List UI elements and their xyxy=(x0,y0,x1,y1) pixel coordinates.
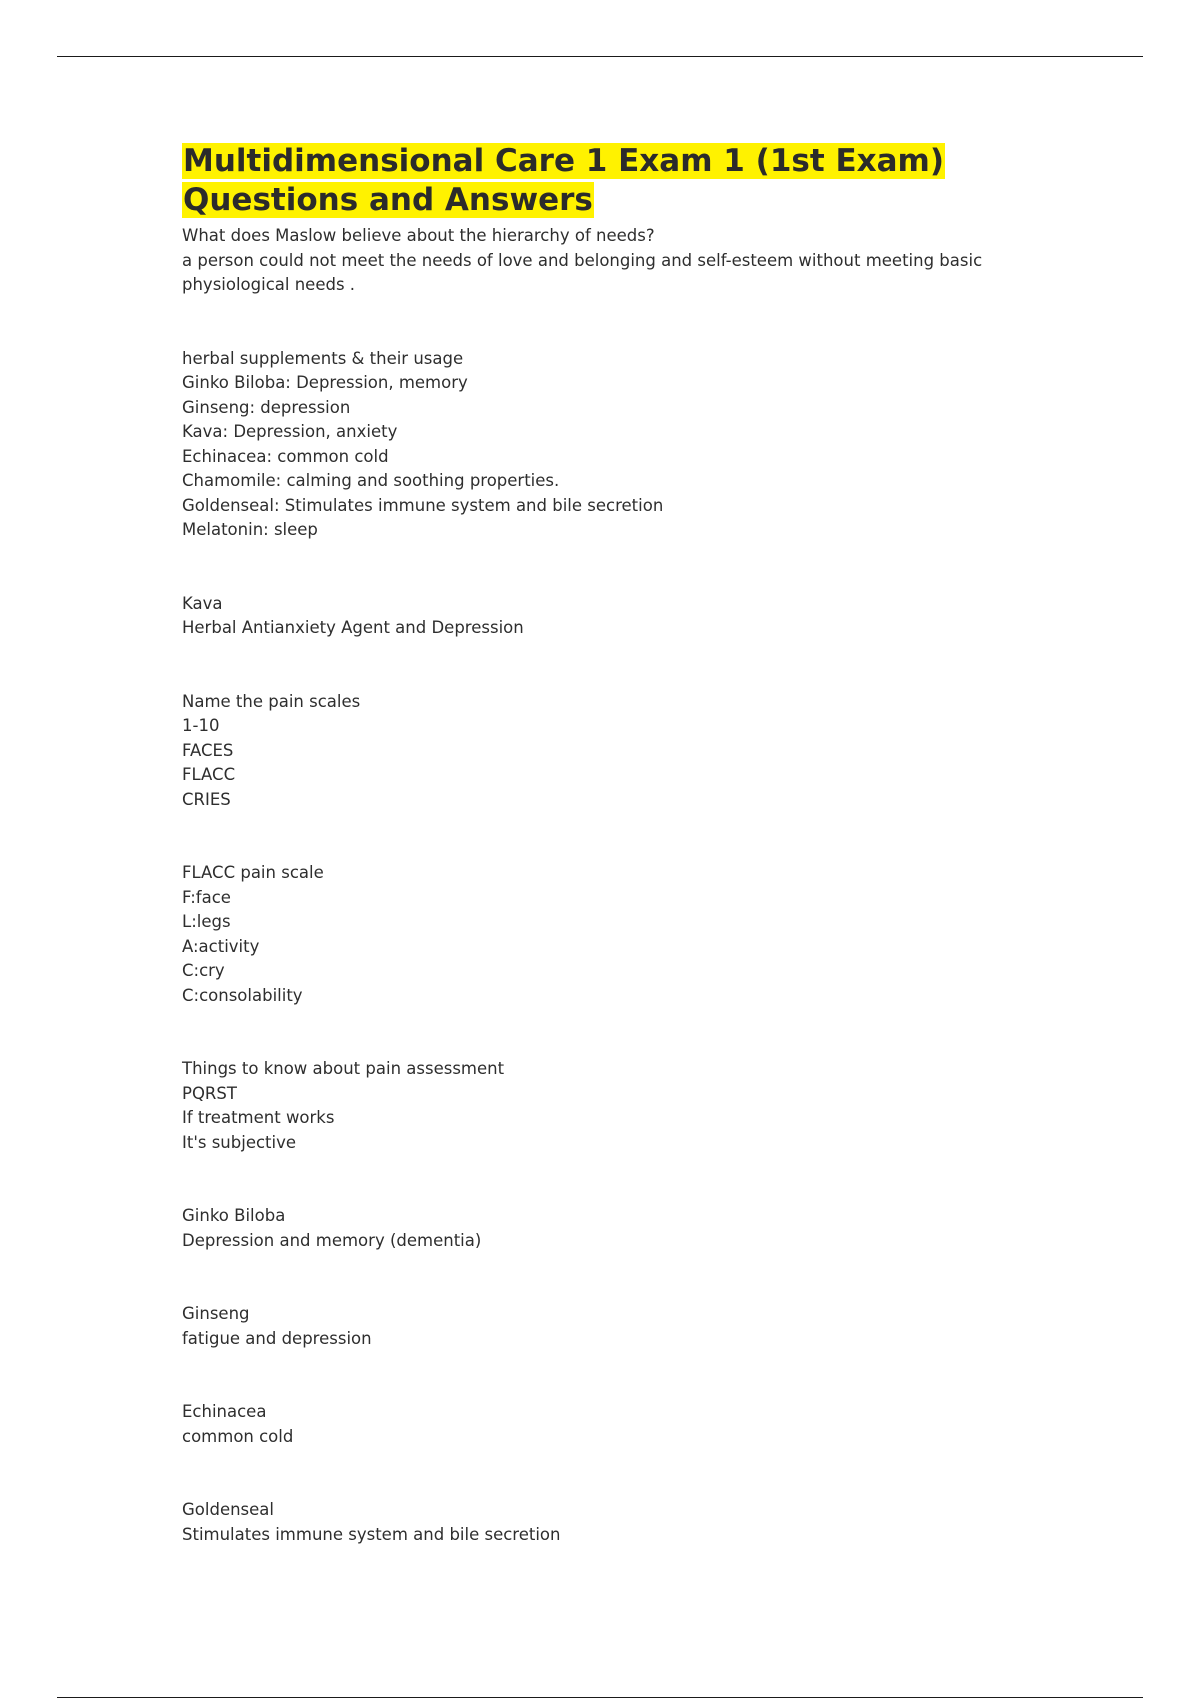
answer-text: Herbal Antianxiety Agent and Depression xyxy=(182,618,524,637)
qa-entry xyxy=(182,861,1002,1008)
question-text: Echinacea xyxy=(182,1402,267,1421)
answer-text: Echinacea: common cold xyxy=(182,446,389,466)
answer-text: It's subjective xyxy=(182,1132,297,1152)
answer-text: C:cry xyxy=(182,961,225,980)
answer-text: a person could not meet the needs of love and belonging and self-esteem without meeting basic physiological needs . xyxy=(182,250,983,294)
answer-text: A:activity xyxy=(182,936,260,956)
qa-entry xyxy=(182,690,1002,813)
qa-entry xyxy=(182,1204,1002,1253)
question-text: FLACC pain scale xyxy=(182,863,324,882)
title-highlight: Multidimensional Care 1 Exam 1 (1st Exam) Questions and Answers xyxy=(183,143,945,218)
answer-text: C:consolability xyxy=(182,985,303,1005)
answer-text: Stimulates immune system and bile secretion xyxy=(182,1524,561,1544)
answer-text: FLACC xyxy=(182,765,236,784)
document-body xyxy=(182,142,1002,1596)
answer-text: Ginko Biloba: Depression, memory xyxy=(182,373,468,392)
question-text: Ginseng xyxy=(182,1304,250,1323)
question-text: Ginko Biloba xyxy=(182,1206,286,1225)
question-text: Goldenseal xyxy=(182,1500,274,1519)
answer-text: Goldenseal: Stimulates immune system and bile secretion xyxy=(182,495,664,515)
answer-text: If treatment works xyxy=(182,1108,335,1127)
header-rule xyxy=(57,56,1143,57)
qa-list xyxy=(182,224,1002,1547)
answer-text: fatigue and depression xyxy=(182,1328,372,1348)
answer-text: Chamomile: calming and soothing properties. xyxy=(182,471,560,490)
qa-entry xyxy=(182,592,1002,641)
qa-entry xyxy=(182,1302,1002,1351)
answer-text: common cold xyxy=(182,1426,294,1446)
answer-text: CRIES xyxy=(182,789,231,809)
question-text: herbal supplements & their usage xyxy=(182,348,464,368)
footer-rule xyxy=(57,1697,1143,1698)
document-title xyxy=(182,142,1002,220)
qa-entry xyxy=(182,1057,1002,1155)
answer-text: Depression and memory (dementia) xyxy=(182,1230,482,1250)
answer-text: Kava: Depression, anxiety xyxy=(182,422,398,441)
answer-text: Melatonin: sleep xyxy=(182,520,318,539)
answer-text: Ginseng: depression xyxy=(182,397,351,417)
qa-entry xyxy=(182,347,1002,543)
answer-text: L:legs xyxy=(182,912,231,931)
question-text: Kava xyxy=(182,593,223,613)
qa-entry xyxy=(182,1400,1002,1449)
answer-text: FACES xyxy=(182,740,234,760)
answer-text: 1-10 xyxy=(182,716,220,735)
question-text: Things to know about pain assessment xyxy=(182,1059,505,1078)
qa-entry xyxy=(182,1498,1002,1547)
answer-text: F:face xyxy=(182,887,231,907)
question-text: Name the pain scales xyxy=(182,691,361,711)
question-text: What does Maslow believe about the hierarchy of needs? xyxy=(182,226,655,245)
answer-text: PQRST xyxy=(182,1083,237,1103)
qa-entry xyxy=(182,224,1002,298)
